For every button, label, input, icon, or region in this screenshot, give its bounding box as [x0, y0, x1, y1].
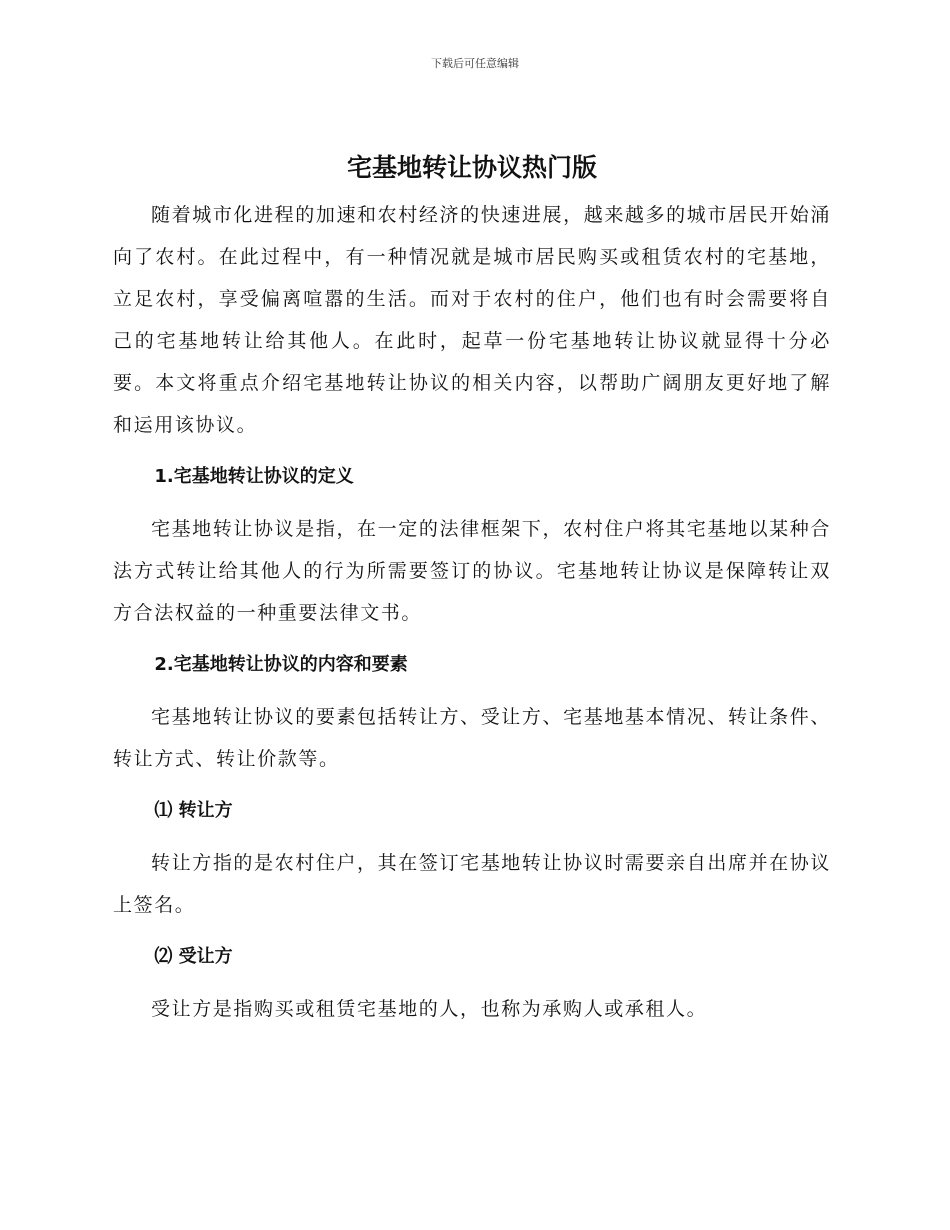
section-heading-definition: 1.宅基地转让协议的定义 — [154, 466, 354, 487]
section-heading-content: 2.宅基地转让协议的内容和要素 — [154, 654, 408, 675]
subheading-transferee: ⑵ 受让方 — [154, 946, 233, 967]
document-title: 宅基地转让协议热门版 — [346, 153, 597, 182]
content-paragraph: 宅基地转让协议的要素包括转让方、受让方、宅基地基本情况、转让条件、转让方式、转让价款等。 — [113, 706, 831, 770]
transferor-paragraph: 转让方指的是农村住户，其在签订宅基地转让协议时需要亲自出席并在协议上签名。 — [113, 852, 831, 916]
transferee-paragraph: 受让方是指购买或租赁宅基地的人，也称为承购人或承租人。 — [151, 998, 708, 1020]
definition-paragraph: 宅基地转让协议是指，在一定的法律框架下，农村住户将其宅基地以某种合法方式转让给其他人的行为所需要签订的协议。宅基地转让协议是保障转让双方合法权益的一种重要法律文书。 — [113, 518, 831, 624]
intro-paragraph: 随着城市化进程的加速和农村经济的快速进展，越来越多的城市居民开始涌向了农村。在此过程中，有一种情况就是城市居民购买或租赁农村的宅基地，立足农村，享受偏离喧嚣的生活。而对于农村的住户，他们也有时会需要将自己的宅基地转让给其他人。在此时，起草一份宅基地转让协议就显得十分必要。本文将重点介绍宅基地转让协议的相关内容，以帮助广阔朋友更好地了解和运用该协议。 — [113, 204, 831, 436]
document-body — [113, 148, 831, 1040]
page-header-note: 下载后可任意编辑 — [431, 57, 519, 70]
subheading-transferor: ⑴ 转让方 — [154, 800, 233, 821]
